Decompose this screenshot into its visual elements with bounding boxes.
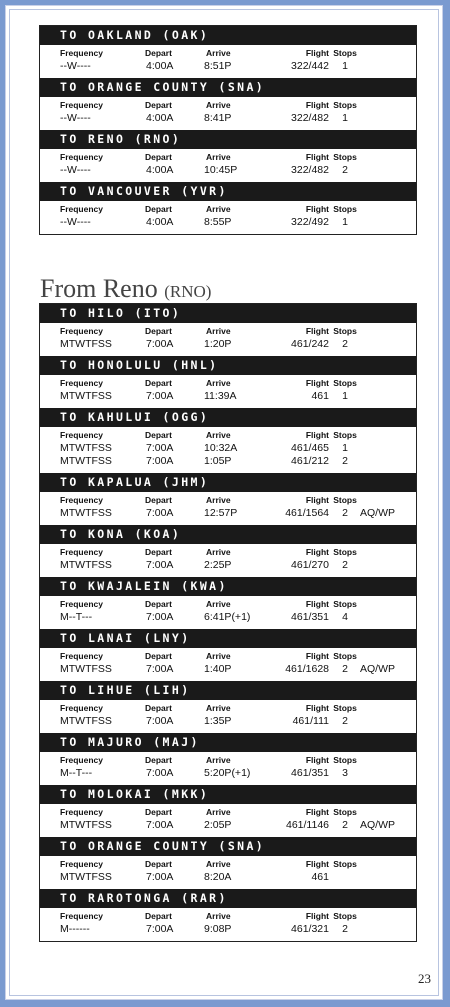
flight-cell: 461/351	[291, 767, 329, 779]
flight-row	[40, 923, 416, 936]
header-arrive: Arrive	[206, 755, 231, 765]
column-header-row	[40, 806, 416, 819]
header-flight: Flight	[305, 755, 329, 765]
header-stops: Stops	[333, 911, 357, 921]
destination-header: TO OAKLAND (OAK)	[40, 26, 416, 45]
header-frequency: Frequency	[60, 911, 103, 921]
column-header-row	[40, 325, 416, 338]
header-stops: Stops	[333, 430, 357, 440]
arrive-cell: 8:51P	[204, 60, 232, 72]
flight-cell: 461/321	[291, 923, 329, 935]
column-header-row	[40, 858, 416, 871]
column-header-row	[40, 546, 416, 559]
header-depart: Depart	[145, 326, 172, 336]
header-arrive: Arrive	[206, 703, 231, 713]
depart-cell: 7:00A	[146, 923, 174, 935]
header-stops: Stops	[333, 651, 357, 661]
destination-header: TO MOLOKAI (MKK)	[40, 785, 416, 804]
depart-cell: 7:00A	[146, 442, 174, 454]
flight-row	[40, 559, 416, 572]
destination-block	[40, 837, 416, 889]
stops-cell: 3	[342, 767, 348, 779]
stops-cell: 2	[342, 455, 348, 467]
stops-cell: 2	[342, 559, 348, 571]
column-header-row	[40, 99, 416, 112]
stops-cell: 2	[342, 164, 348, 176]
column-header-row	[40, 702, 416, 715]
header-arrive: Arrive	[206, 495, 231, 505]
frequency-cell: M------	[60, 923, 90, 935]
header-frequency: Frequency	[60, 599, 103, 609]
destination-block	[40, 681, 416, 733]
header-depart: Depart	[145, 703, 172, 713]
depart-cell: 7:00A	[146, 715, 174, 727]
header-flight: Flight	[305, 378, 329, 388]
flight-cell: 461	[311, 390, 329, 402]
note-cell: AQ/WP	[360, 663, 396, 675]
header-arrive: Arrive	[206, 859, 231, 869]
schedule-page	[5, 5, 443, 1000]
stops-cell: 1	[342, 112, 348, 124]
flight-row	[40, 216, 416, 229]
header-depart: Depart	[145, 152, 172, 162]
header-stops: Stops	[333, 48, 357, 58]
frequency-cell: MTWTFSS	[60, 871, 112, 883]
depart-cell: 4:00A	[146, 112, 174, 124]
destination-header: TO ORANGE COUNTY (SNA)	[40, 78, 416, 97]
destination-block	[40, 577, 416, 629]
frequency-cell: MTWTFSS	[60, 442, 112, 454]
frequency-cell: MTWTFSS	[60, 819, 112, 831]
header-flight: Flight	[305, 651, 329, 661]
destination-block	[40, 889, 416, 941]
flight-row	[40, 715, 416, 728]
flight-row	[40, 507, 416, 520]
destination-block	[40, 525, 416, 577]
stops-cell: 2	[342, 923, 348, 935]
header-depart: Depart	[145, 859, 172, 869]
flight-row	[40, 611, 416, 624]
header-stops: Stops	[333, 204, 357, 214]
header-flight: Flight	[305, 911, 329, 921]
flight-row	[40, 819, 416, 832]
header-arrive: Arrive	[206, 651, 231, 661]
frequency-cell: M--T---	[60, 611, 93, 623]
stops-cell: 2	[342, 663, 348, 675]
arrive-cell: 1:20P	[204, 338, 232, 350]
flight-cell: 322/442	[291, 60, 329, 72]
column-header-row	[40, 151, 416, 164]
flight-cell: 461/465	[291, 442, 329, 454]
destination-header: TO ORANGE COUNTY (SNA)	[40, 837, 416, 856]
frequency-cell: --W----	[60, 164, 91, 176]
arrive-cell: 9:08P	[204, 923, 232, 935]
destination-header: TO LANAI (LNY)	[40, 629, 416, 648]
column-header-row	[40, 598, 416, 611]
destination-block	[40, 130, 416, 182]
depart-cell: 7:00A	[146, 663, 174, 675]
depart-cell: 7:00A	[146, 871, 174, 883]
header-arrive: Arrive	[206, 430, 231, 440]
arrive-cell: 1:40P	[204, 663, 232, 675]
section-title	[40, 274, 211, 304]
header-depart: Depart	[145, 755, 172, 765]
stops-cell: 1	[342, 390, 348, 402]
header-arrive: Arrive	[206, 911, 231, 921]
frequency-cell: --W----	[60, 216, 91, 228]
arrive-cell: 11:39A	[204, 390, 237, 402]
arrive-cell: 8:41P	[204, 112, 232, 124]
depart-cell: 4:00A	[146, 216, 174, 228]
block-spacer	[40, 229, 416, 234]
header-frequency: Frequency	[60, 807, 103, 817]
header-flight: Flight	[305, 152, 329, 162]
frequency-cell: --W----	[60, 60, 91, 72]
frequency-cell: MTWTFSS	[60, 507, 112, 519]
destination-header: TO KONA (KOA)	[40, 525, 416, 544]
frequency-cell: MTWTFSS	[60, 663, 112, 675]
column-header-row	[40, 429, 416, 442]
header-depart: Depart	[145, 911, 172, 921]
header-arrive: Arrive	[206, 204, 231, 214]
flight-cell: 461	[311, 871, 329, 883]
destination-block	[40, 304, 416, 356]
header-arrive: Arrive	[206, 48, 231, 58]
arrive-cell: 12:57P	[204, 507, 238, 519]
flight-row	[40, 767, 416, 780]
column-header-row	[40, 377, 416, 390]
destination-block	[40, 78, 416, 130]
arrive-cell: 5:20P(+1)	[204, 767, 251, 779]
note-cell: AQ/WP	[360, 819, 396, 831]
header-stops: Stops	[333, 807, 357, 817]
destination-block	[40, 473, 416, 525]
page-number: 23	[418, 971, 431, 986]
depart-cell: 4:00A	[146, 60, 174, 72]
header-frequency: Frequency	[60, 378, 103, 388]
frequency-cell: MTWTFSS	[60, 338, 112, 350]
frequency-cell: MTWTFSS	[60, 559, 112, 571]
depart-cell: 7:00A	[146, 455, 174, 467]
header-flight: Flight	[305, 703, 329, 713]
header-flight: Flight	[305, 48, 329, 58]
depart-cell: 4:00A	[146, 164, 174, 176]
frequency-cell: MTWTFSS	[60, 455, 112, 467]
arrive-cell: 1:35P	[204, 715, 232, 727]
flight-cell: 461/242	[291, 338, 329, 350]
header-flight: Flight	[305, 326, 329, 336]
header-flight: Flight	[305, 495, 329, 505]
destination-block	[40, 733, 416, 785]
destination-header: TO RAROTONGA (RAR)	[40, 889, 416, 908]
schedule-table-upper	[39, 25, 417, 235]
destination-header: TO RENO (RNO)	[40, 130, 416, 149]
header-frequency: Frequency	[60, 703, 103, 713]
column-header-row	[40, 47, 416, 60]
flight-row	[40, 338, 416, 351]
frequency-cell: MTWTFSS	[60, 715, 112, 727]
header-frequency: Frequency	[60, 48, 103, 58]
header-arrive: Arrive	[206, 326, 231, 336]
header-depart: Depart	[145, 430, 172, 440]
destination-header: TO LIHUE (LIH)	[40, 681, 416, 700]
flight-cell: 322/492	[291, 216, 329, 228]
header-flight: Flight	[305, 547, 329, 557]
header-stops: Stops	[333, 100, 357, 110]
header-arrive: Arrive	[206, 100, 231, 110]
destination-block	[40, 356, 416, 408]
header-arrive: Arrive	[206, 378, 231, 388]
header-stops: Stops	[333, 859, 357, 869]
flight-cell: 322/482	[291, 164, 329, 176]
flight-cell: 461/1564	[285, 507, 329, 519]
block-spacer	[40, 936, 416, 941]
column-header-row	[40, 910, 416, 923]
depart-cell: 7:00A	[146, 507, 174, 519]
stops-cell: 2	[342, 715, 348, 727]
flight-cell: 461/270	[291, 559, 329, 571]
header-stops: Stops	[333, 378, 357, 388]
stops-cell: 2	[342, 338, 348, 350]
flight-row	[40, 663, 416, 676]
header-frequency: Frequency	[60, 547, 103, 557]
arrive-cell: 10:32A	[204, 442, 238, 454]
flight-cell: 461/111	[292, 715, 329, 727]
header-flight: Flight	[305, 599, 329, 609]
header-flight: Flight	[305, 859, 329, 869]
arrive-cell: 8:55P	[204, 216, 232, 228]
header-stops: Stops	[333, 152, 357, 162]
arrive-cell: 2:05P	[204, 819, 232, 831]
depart-cell: 7:00A	[146, 338, 174, 350]
stops-cell: 2	[342, 819, 348, 831]
arrive-cell: 10:45P	[204, 164, 238, 176]
header-arrive: Arrive	[206, 599, 231, 609]
header-stops: Stops	[333, 703, 357, 713]
frequency-cell: MTWTFSS	[60, 390, 112, 402]
flight-row	[40, 112, 416, 125]
arrive-cell: 2:25P	[204, 559, 232, 571]
header-frequency: Frequency	[60, 326, 103, 336]
header-arrive: Arrive	[206, 152, 231, 162]
arrive-cell: 1:05P	[204, 455, 232, 467]
header-arrive: Arrive	[206, 807, 231, 817]
header-depart: Depart	[145, 807, 172, 817]
header-depart: Depart	[145, 48, 172, 58]
header-frequency: Frequency	[60, 651, 103, 661]
section-title-text: From Reno	[40, 274, 158, 303]
destination-header: TO HILO (ITO)	[40, 304, 416, 323]
flight-row	[40, 442, 416, 455]
header-frequency: Frequency	[60, 495, 103, 505]
stops-cell: 4	[342, 611, 348, 623]
header-depart: Depart	[145, 378, 172, 388]
stops-cell: 1	[342, 216, 348, 228]
header-stops: Stops	[333, 547, 357, 557]
arrive-cell: 8:20A	[204, 871, 232, 883]
column-header-row	[40, 494, 416, 507]
flight-row	[40, 164, 416, 177]
header-stops: Stops	[333, 755, 357, 765]
header-depart: Depart	[145, 204, 172, 214]
depart-cell: 7:00A	[146, 767, 174, 779]
destination-block	[40, 182, 416, 234]
destination-block	[40, 629, 416, 681]
header-flight: Flight	[305, 430, 329, 440]
header-frequency: Frequency	[60, 430, 103, 440]
header-flight: Flight	[305, 100, 329, 110]
column-header-row	[40, 754, 416, 767]
header-depart: Depart	[145, 100, 172, 110]
destination-header: TO HONOLULU (HNL)	[40, 356, 416, 375]
column-header-row	[40, 203, 416, 216]
stops-cell: 1	[342, 442, 348, 454]
flight-row	[40, 871, 416, 884]
header-arrive: Arrive	[206, 547, 231, 557]
destination-header: TO VANCOUVER (YVR)	[40, 182, 416, 201]
depart-cell: 7:00A	[146, 390, 174, 402]
destination-header: TO KAHULUI (OGG)	[40, 408, 416, 427]
header-stops: Stops	[333, 495, 357, 505]
header-stops: Stops	[333, 326, 357, 336]
depart-cell: 7:00A	[146, 611, 174, 623]
destination-header: TO KWAJALEIN (KWA)	[40, 577, 416, 596]
header-frequency: Frequency	[60, 859, 103, 869]
stops-cell: 2	[342, 507, 348, 519]
flight-row	[40, 390, 416, 403]
destination-block	[40, 785, 416, 837]
column-header-row	[40, 650, 416, 663]
header-frequency: Frequency	[60, 204, 103, 214]
header-stops: Stops	[333, 599, 357, 609]
destination-header: TO KAPALUA (JHM)	[40, 473, 416, 492]
header-depart: Depart	[145, 547, 172, 557]
header-depart: Depart	[145, 495, 172, 505]
flight-cell: 322/482	[291, 112, 329, 124]
flight-row	[40, 455, 416, 468]
flight-cell: 461/212	[291, 455, 329, 467]
flight-cell: 461/351	[291, 611, 329, 623]
frequency-cell: M--T---	[60, 767, 93, 779]
note-cell: AQ/WP	[360, 507, 396, 519]
header-depart: Depart	[145, 599, 172, 609]
destination-block	[40, 408, 416, 473]
depart-cell: 7:00A	[146, 559, 174, 571]
depart-cell: 7:00A	[146, 819, 174, 831]
flight-cell: 461/1146	[285, 819, 329, 831]
header-depart: Depart	[145, 651, 172, 661]
schedule-table-reno	[39, 303, 417, 942]
frequency-cell: --W----	[60, 112, 91, 124]
flight-row	[40, 60, 416, 73]
arrive-cell: 6:41P(+1)	[204, 611, 251, 623]
stops-cell: 1	[342, 60, 348, 72]
header-flight: Flight	[305, 204, 329, 214]
destination-block	[40, 26, 416, 78]
section-title-code: (RNO)	[164, 282, 212, 301]
header-frequency: Frequency	[60, 100, 103, 110]
flight-cell: 461/1628	[285, 663, 329, 675]
header-flight: Flight	[305, 807, 329, 817]
header-frequency: Frequency	[60, 755, 103, 765]
header-frequency: Frequency	[60, 152, 103, 162]
destination-header: TO MAJURO (MAJ)	[40, 733, 416, 752]
